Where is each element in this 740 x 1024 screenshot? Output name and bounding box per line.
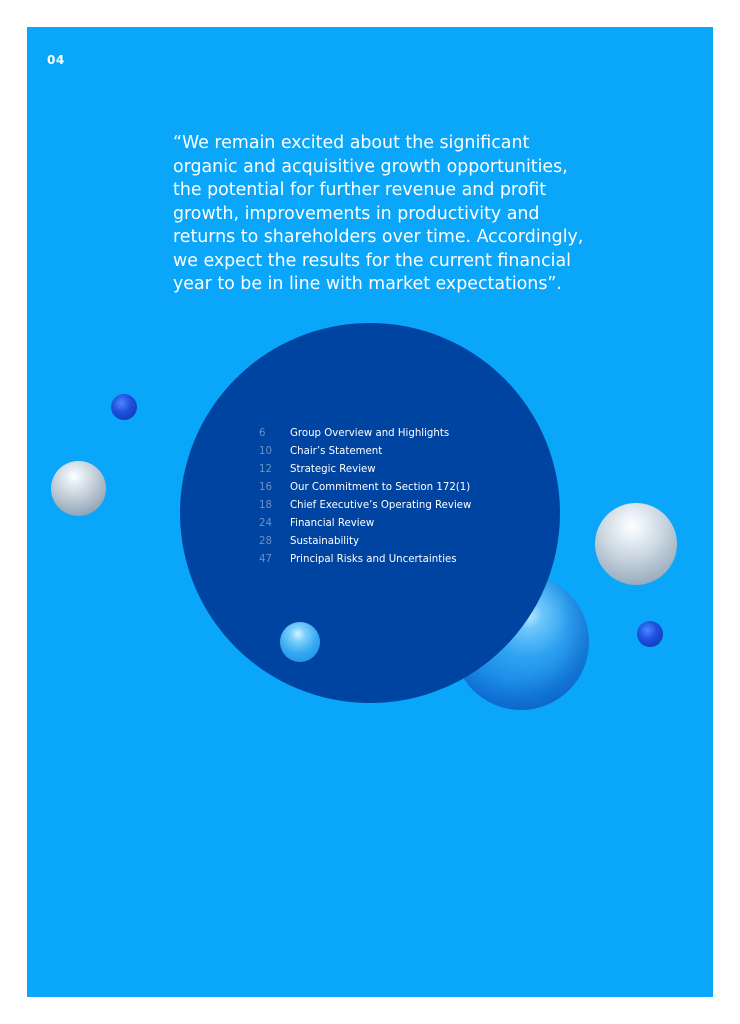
quote-line: organic and acquisitive growth opportunities, bbox=[173, 156, 568, 177]
contents-page-number: 47 bbox=[259, 554, 272, 566]
quote-line: we expect the results for the current financial bbox=[173, 250, 571, 271]
decorative-navy-sphere bbox=[111, 394, 137, 420]
contents-title: Sustainability bbox=[290, 536, 359, 548]
quote-line: the potential for further revenue and profit bbox=[173, 180, 547, 200]
contents-title: Our Commitment to Section 172(1) bbox=[290, 481, 471, 493]
decorative-silver-sphere bbox=[51, 461, 106, 516]
contents-page-number: 28 bbox=[259, 536, 272, 548]
quote-line: “We remain excited about the significant bbox=[173, 133, 530, 153]
pull-quote bbox=[173, 132, 603, 297]
quote-line: returns to shareholders over time. Accordingly, bbox=[173, 227, 584, 247]
report-page bbox=[27, 27, 713, 997]
decorative-silver-sphere bbox=[595, 503, 677, 585]
quote-line: year to be in line with market expectations”. bbox=[173, 274, 562, 294]
contents-item[interactable] bbox=[259, 478, 519, 496]
contents-item[interactable] bbox=[259, 424, 519, 442]
contents-item[interactable] bbox=[259, 442, 519, 460]
contents-item[interactable] bbox=[259, 514, 519, 532]
contents-list bbox=[259, 424, 519, 569]
contents-title: Strategic Review bbox=[290, 463, 376, 475]
contents-item[interactable] bbox=[259, 496, 519, 514]
contents-title: Financial Review bbox=[290, 518, 375, 530]
contents-item[interactable] bbox=[259, 460, 519, 478]
contents-item[interactable] bbox=[259, 551, 519, 569]
contents-page-number: 10 bbox=[259, 445, 272, 457]
contents-page-number: 16 bbox=[259, 481, 272, 493]
contents-page-number: 12 bbox=[259, 463, 272, 475]
contents-title: Chair’s Statement bbox=[290, 445, 383, 457]
contents-item[interactable] bbox=[259, 533, 519, 551]
page-number: 04 bbox=[47, 53, 65, 67]
contents-title: Principal Risks and Uncertainties bbox=[290, 554, 457, 566]
decorative-navy-sphere bbox=[637, 621, 663, 647]
contents-title: Chief Executive’s Operating Review bbox=[290, 499, 472, 511]
decorative-light-blue-sphere bbox=[280, 622, 320, 662]
contents-title: Group Overview and Highlights bbox=[290, 427, 450, 439]
contents-page-number: 24 bbox=[259, 518, 272, 530]
quote-line: growth, improvements in productivity and bbox=[173, 203, 540, 224]
contents-page-number: 6 bbox=[259, 427, 266, 439]
contents-page-number: 18 bbox=[259, 499, 272, 511]
